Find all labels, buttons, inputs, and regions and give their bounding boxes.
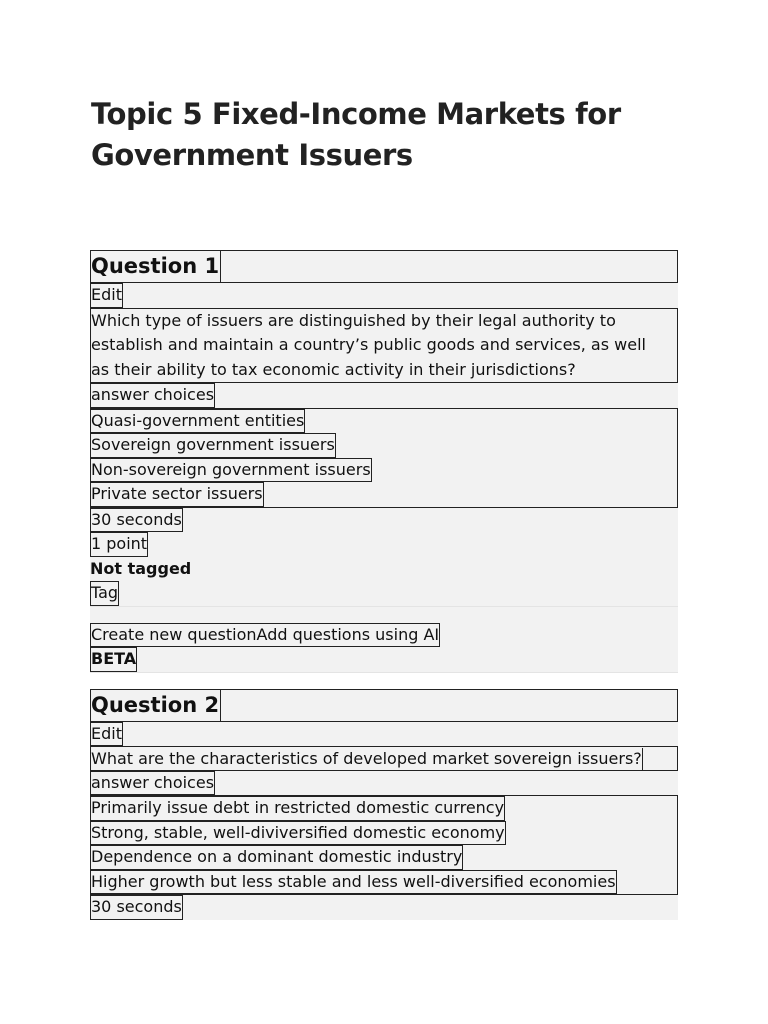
question-2-text [90,746,678,771]
question-1-tag-button[interactable]: Tag [90,581,119,606]
question-1-body [90,283,678,607]
question-1-heading: Question 1 [91,251,221,282]
page-title: Topic 5 Fixed-Income Markets for Government Issuers [91,97,621,172]
add-question-area [90,607,678,673]
question-2-choice-2[interactable]: Strong, stable, well-diviversified domestic economy [91,821,506,846]
question-1-choice-1[interactable]: Quasi-government entities [91,409,305,434]
question-1-time-select[interactable]: 30 seconds [90,508,183,533]
question-2-choice-3[interactable]: Dependence on a dominant domestic industry [91,845,463,870]
question-2-heading: Question 2 [91,690,221,721]
question-1-choices-label: answer choices [90,383,215,408]
question-2-body [90,722,678,920]
question-1-choice-2[interactable]: Sovereign government issuers [91,433,336,458]
question-2-text-content: What are the characteristics of developed market sovereign issuers? [91,748,643,771]
question-2-edit-button[interactable]: Edit [90,722,123,747]
question-1-choice-3[interactable]: Non-sovereign government issuers [91,458,372,483]
question-2-choice-1[interactable]: Primarily issue debt in restricted domestic currency [91,796,505,821]
question-1-points-select[interactable]: 1 point [90,532,148,557]
question-1-tag-status: Not tagged [90,558,192,578]
create-question-button[interactable]: Create new questionAdd questions using AI [90,623,440,648]
question-2-time-select[interactable]: 30 seconds [90,895,183,920]
quiz-question-list [90,250,678,920]
question-1-heading-box [90,250,678,283]
beta-badge: BETA [90,647,137,672]
question-2-choices [90,795,678,895]
question-1-edit-button[interactable]: Edit [90,283,123,308]
question-2-choices-label: answer choices [90,771,215,796]
question-1-choice-4[interactable]: Private sector issuers [91,482,264,507]
question-1-text: Which type of issuers are distinguished by their legal authority to establish and maintain a country’s public goods and services, as well as their ability to tax economic activity in their jurisdictions? [90,308,678,384]
question-2-heading-box [90,689,678,722]
spacer [90,673,678,689]
question-1-choices [90,408,678,508]
question-2-choice-4[interactable]: Higher growth but less stable and less well-diversified economies [91,870,617,895]
